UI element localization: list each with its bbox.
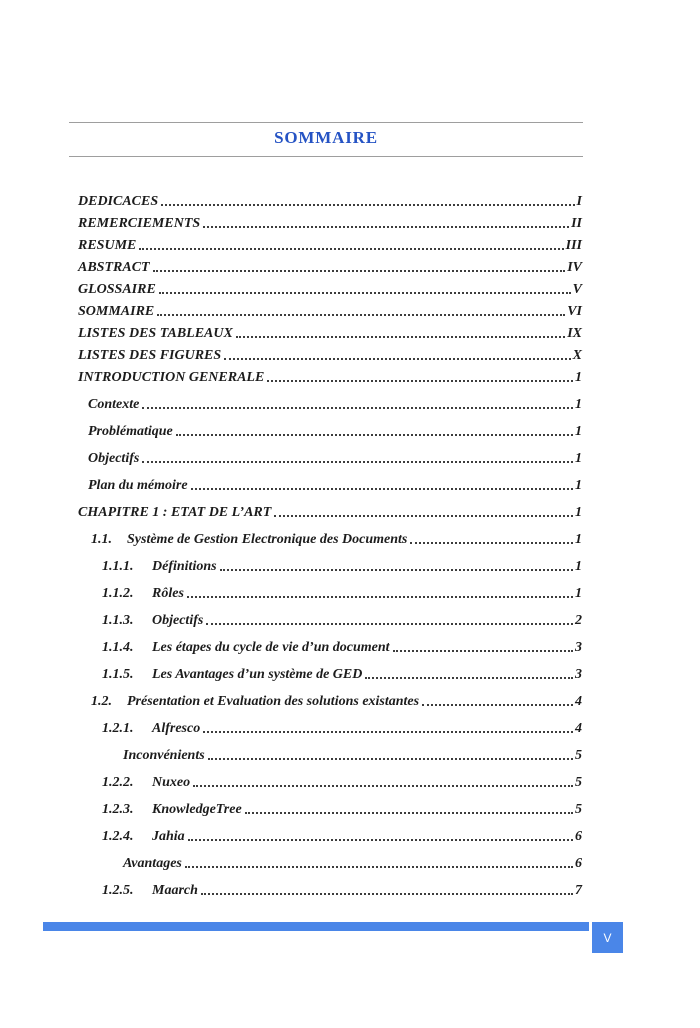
toc-entry-page: 1 <box>575 370 582 385</box>
toc-entry-label: Avantages <box>123 856 182 871</box>
toc-leader <box>203 226 569 228</box>
toc-leader <box>220 569 573 571</box>
toc-entry-label: RESUME <box>78 238 137 253</box>
toc-entry-label: Jahia <box>152 829 185 844</box>
toc-entry <box>78 521 582 548</box>
page-title: SOMMAIRE <box>274 128 378 147</box>
toc-leader <box>142 461 573 463</box>
toc-entry <box>78 575 582 602</box>
toc-entry-page: 6 <box>575 829 582 844</box>
toc-entry <box>78 548 582 575</box>
toc-entry-page: 4 <box>575 721 582 736</box>
toc-entry-number: 1.1. <box>91 532 112 547</box>
toc-entry-label: Les Avantages d’un système de GED <box>152 667 363 682</box>
toc-entry-page: III <box>565 238 582 253</box>
toc-entry-page: VI <box>567 304 582 319</box>
toc-entry-label: Présentation et Evaluation des solutions existantes <box>127 694 420 709</box>
toc-entry <box>78 440 582 467</box>
toc-entry-page: 1 <box>575 478 582 493</box>
toc-entry <box>78 818 582 845</box>
toc-entry-page: V <box>572 282 582 297</box>
toc-leader <box>365 677 573 679</box>
toc-entry-page: 4 <box>575 694 582 709</box>
toc-entry <box>78 602 582 629</box>
toc-entry <box>78 791 582 818</box>
toc-leader <box>139 248 563 250</box>
toc-entry-page: 5 <box>575 775 582 790</box>
toc-entry-page: 1 <box>575 532 582 547</box>
toc-leader <box>236 336 565 338</box>
toc-leader <box>142 407 573 409</box>
toc-entry-label: CHAPITRE 1 : ETAT DE L’ART <box>78 505 272 520</box>
toc-leader <box>422 704 573 706</box>
toc-entry <box>78 276 582 298</box>
toc-leader <box>187 596 573 598</box>
toc-entry <box>78 656 582 683</box>
toc-leader <box>224 358 570 360</box>
toc-leader <box>176 434 573 436</box>
toc-entry <box>78 413 582 440</box>
toc-entry <box>78 342 582 364</box>
toc-entry-label: Rôles <box>152 586 184 601</box>
toc-leader <box>193 785 573 787</box>
toc-entry-number: 1.2.4. <box>102 829 134 844</box>
toc-entry-label: Définitions <box>152 559 217 574</box>
toc-entry-number: 1.2.5. <box>102 883 134 898</box>
toc-entry <box>78 764 582 791</box>
toc-entry-page: 1 <box>575 397 582 412</box>
toc-entry <box>78 386 582 413</box>
toc-leader <box>188 839 573 841</box>
toc-entry-label: Contexte <box>88 397 140 412</box>
toc-entry-label: Inconvénients <box>123 748 205 763</box>
toc-entry <box>78 683 582 710</box>
toc-leader <box>274 515 573 517</box>
toc-entry-label: Plan du mémoire <box>88 478 188 493</box>
toc-entry-label: LISTES DES TABLEAUX <box>78 326 233 341</box>
toc-leader <box>153 270 566 272</box>
toc-entry-label: Maarch <box>152 883 198 898</box>
title-block <box>69 122 583 157</box>
toc-entry <box>78 845 582 872</box>
toc-entry-number: 1.2.2. <box>102 775 134 790</box>
toc-entry <box>78 737 582 764</box>
toc-entry-page: 1 <box>575 451 582 466</box>
toc-entry <box>78 364 582 386</box>
toc-entry <box>78 254 582 276</box>
toc-entry-number: 1.1.2. <box>102 586 134 601</box>
toc-entry-number: 1.1.5. <box>102 667 134 682</box>
toc-leader <box>201 893 573 895</box>
toc-entry-page: IV <box>567 260 582 275</box>
toc-entry <box>78 710 582 737</box>
toc-entry-page: 1 <box>575 559 582 574</box>
toc-leader <box>393 650 573 652</box>
toc-entry-page: 7 <box>575 883 582 898</box>
toc-entry-number: 1.2. <box>91 694 112 709</box>
toc-leader <box>185 866 573 868</box>
toc-leader <box>191 488 573 490</box>
toc-leader <box>157 314 565 316</box>
page-number-badge <box>592 922 623 953</box>
toc-entry-label: GLOSSAIRE <box>78 282 156 297</box>
toc-entry <box>78 467 582 494</box>
toc-entry-page: 1 <box>575 424 582 439</box>
toc-entry-label: KnowledgeTree <box>152 802 242 817</box>
toc-entry-label: Objectifs <box>88 451 140 466</box>
toc-entry-page: IX <box>567 326 582 341</box>
toc-entry-number: 1.1.1. <box>102 559 134 574</box>
toc-entry-page: I <box>576 194 582 209</box>
toc-entry-page: 3 <box>575 640 582 655</box>
toc-entry-label: Nuxeo <box>152 775 191 790</box>
footer-accent-bar <box>43 922 589 931</box>
toc-entry-label: Système de Gestion Electronique des Documents <box>127 532 408 547</box>
toc-entry-label: ABSTRACT <box>78 260 150 275</box>
toc-entry <box>78 320 582 342</box>
toc-leader <box>203 731 573 733</box>
toc-entry-page: 5 <box>575 802 582 817</box>
toc-entry-label: LISTES DES FIGURES <box>78 348 222 363</box>
toc-entry-page: 1 <box>575 586 582 601</box>
toc-entry-number: 1.1.4. <box>102 640 134 655</box>
toc-entry <box>78 188 582 210</box>
toc-entry-label: SOMMAIRE <box>78 304 155 319</box>
toc-entry <box>78 872 582 899</box>
table-of-contents <box>78 188 582 899</box>
toc-entry <box>78 232 582 254</box>
toc-leader <box>206 623 573 625</box>
toc-entry-page: 1 <box>575 505 582 520</box>
toc-leader <box>267 380 573 382</box>
toc-leader <box>159 292 571 294</box>
toc-entry-page: 3 <box>575 667 582 682</box>
toc-entry-label: Alfresco <box>152 721 201 736</box>
toc-entry-label: Les étapes du cycle de vie d’un document <box>152 640 390 655</box>
toc-entry-label: Objectifs <box>152 613 204 628</box>
toc-entry-page: II <box>571 216 582 231</box>
toc-entry <box>78 210 582 232</box>
toc-entry-label: INTRODUCTION GENERALE <box>78 370 265 385</box>
toc-entry-label: REMERCIEMENTS <box>78 216 201 231</box>
toc-entry <box>78 298 582 320</box>
toc-entry-page: 5 <box>575 748 582 763</box>
toc-entry <box>78 494 582 521</box>
toc-entry-number: 1.2.1. <box>102 721 134 736</box>
toc-leader <box>208 758 573 760</box>
toc-leader <box>161 204 574 206</box>
toc-leader <box>410 542 573 544</box>
toc-entry-page: X <box>572 348 582 363</box>
toc-entry-label: Problématique <box>88 424 173 439</box>
toc-entry-page: 6 <box>575 856 582 871</box>
page-number-badge-text: V <box>603 930 612 945</box>
toc-entry-page: 2 <box>575 613 582 628</box>
toc-entry-number: 1.2.3. <box>102 802 134 817</box>
toc-leader <box>245 812 573 814</box>
toc-entry-number: 1.1.3. <box>102 613 134 628</box>
toc-entry <box>78 629 582 656</box>
toc-entry-label: DEDICACES <box>78 194 159 209</box>
